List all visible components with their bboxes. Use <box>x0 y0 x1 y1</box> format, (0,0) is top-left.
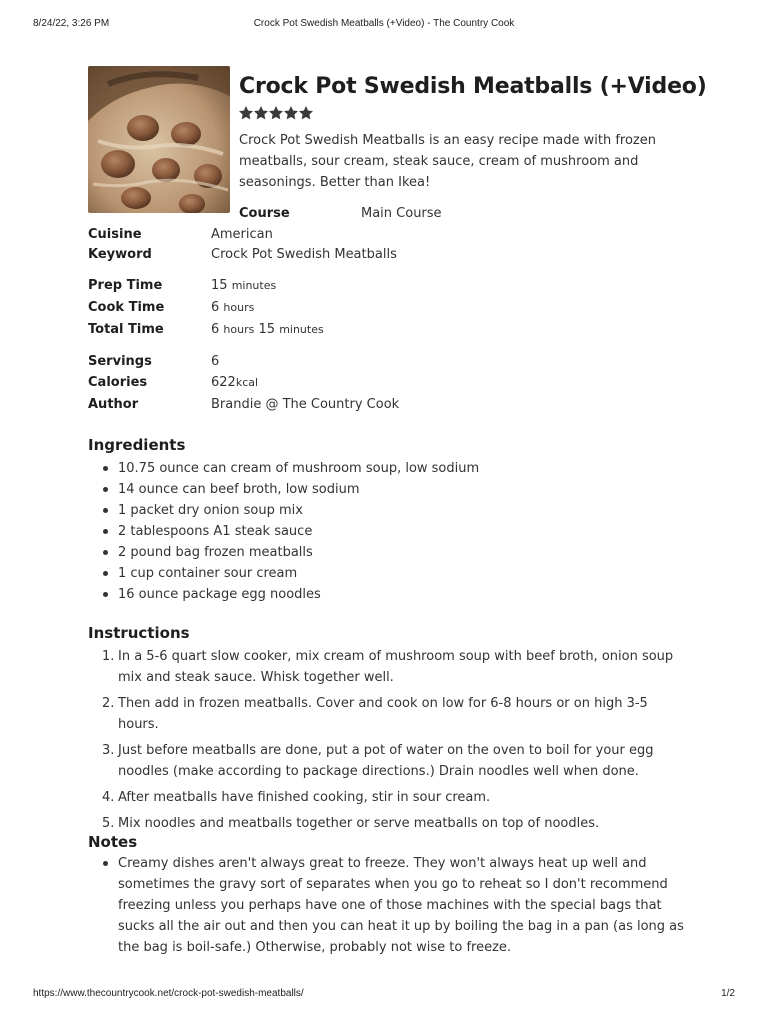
note-item: Creamy dishes aren't always great to freeze. They won't always heat up well and sometimes the gravy sort of separates when you go to reheat so I don't recommend freezing unless you perhaps have one of those machines with the special bags that sucks all the air out and then you can heat it up by boiling the bag in a pan (as long as the bag is boil-safe.) Otherwise, probably not wise to freeze. <box>88 853 688 958</box>
print-header <box>33 18 735 32</box>
total-time-hours-amount: 6 <box>211 322 220 337</box>
course-label: Course <box>239 206 290 221</box>
keyword-value: Crock Pot Swedish Meatballs <box>211 247 397 262</box>
star-icon <box>299 106 313 120</box>
recipe-title: Crock Pot Swedish Meatballs (+Video) <box>239 74 707 99</box>
ingredient-item: 1 cup container sour cream <box>88 563 688 584</box>
print-datetime: 8/24/22, 3:26 PM <box>33 18 110 29</box>
step-text: Just before meatballs are done, put a pot of water on the oven to boil for your egg noodles (make according to package directions.) Drain noodles well when done. <box>118 743 654 779</box>
step-number: 2. <box>102 696 115 711</box>
step-text: Mix noodles and meatballs together or serve meatballs on top of noodles. <box>118 816 600 831</box>
total-time-minutes-amount: 15 <box>258 322 276 337</box>
step-number: 3. <box>102 743 115 758</box>
cuisine-label: Cuisine <box>88 227 142 242</box>
total-time-label: Total Time <box>88 322 164 337</box>
instruction-step <box>88 646 678 688</box>
print-footer <box>33 988 735 1002</box>
step-text: After meatballs have finished cooking, stir in sour cream. <box>118 790 491 805</box>
cuisine-value: American <box>211 227 273 242</box>
step-text: In a 5-6 quart slow cooker, mix cream of mushroom soup with beef broth, onion soup mix and steak sauce. Whisk together well. <box>118 649 674 685</box>
ingredients-list <box>88 458 688 605</box>
calories-unit: kcal <box>235 376 259 389</box>
step-text: Then add in frozen meatballs. Cover and cook on low for 6-8 hours or on high 3-5 hours. <box>118 696 648 732</box>
step-number: 1. <box>102 649 115 664</box>
total-time-value <box>211 321 324 339</box>
ingredient-item: 2 tablespoons A1 steak sauce <box>88 521 688 542</box>
prep-time-amount: 15 <box>211 278 228 293</box>
prep-time-unit: minutes <box>231 279 277 292</box>
notes-list <box>88 853 688 958</box>
ingredients-heading: Ingredients <box>88 436 186 454</box>
total-time-hours-unit: hours <box>223 323 255 336</box>
star-icon <box>269 106 283 120</box>
notes-heading: Notes <box>88 833 138 851</box>
star-icon <box>254 106 268 120</box>
instruction-step <box>88 813 678 834</box>
calories-amount: 622 <box>211 375 236 390</box>
servings-label: Servings <box>88 354 152 369</box>
course-value: Main Course <box>361 206 442 221</box>
ingredient-item: 16 ounce package egg noodles <box>88 584 688 605</box>
servings-value: 6 <box>211 354 220 369</box>
calories-label: Calories <box>88 375 148 390</box>
meatballs-photo-icon <box>88 66 230 213</box>
instructions-list <box>88 646 678 839</box>
star-icon <box>239 106 253 120</box>
keyword-label: Keyword <box>88 247 152 262</box>
cook-time-unit: hours <box>223 301 255 314</box>
star-icon <box>284 106 298 120</box>
cook-time-amount: 6 <box>211 300 220 315</box>
recipe-summary: Crock Pot Swedish Meatballs is an easy recipe made with frozen meatballs, sour cream, steak sauce, cream of mushroom and seasonings. Better than Ikea! <box>239 133 656 190</box>
instruction-step <box>88 787 678 808</box>
calories-value <box>211 374 258 392</box>
print-url: https://www.thecountrycook.net/crock-pot-swedish-meatballs/ <box>33 988 304 999</box>
ingredient-item: 2 pound bag frozen meatballs <box>88 542 688 563</box>
cook-time-value <box>211 299 254 317</box>
print-page-number: 1/2 <box>721 988 735 999</box>
ingredient-item: 10.75 ounce can cream of mushroom soup, low sodium <box>88 458 688 479</box>
print-page-title: Crock Pot Swedish Meatballs (+Video) - The Country Cook <box>253 18 515 29</box>
author-value: Brandie @ The Country Cook <box>211 397 400 412</box>
rating-stars <box>239 106 313 120</box>
step-number: 5. <box>102 816 115 831</box>
instructions-heading: Instructions <box>88 624 190 642</box>
author-label: Author <box>88 397 139 412</box>
ingredient-item: 14 ounce can beef broth, low sodium <box>88 479 688 500</box>
prep-time-value <box>211 277 276 295</box>
instruction-step <box>88 693 678 735</box>
total-time-minutes-unit: minutes <box>279 323 324 336</box>
step-number: 4. <box>102 790 115 805</box>
cook-time-label: Cook Time <box>88 300 165 315</box>
instruction-step <box>88 740 678 782</box>
recipe-photo <box>88 66 230 213</box>
prep-time-label: Prep Time <box>88 278 163 293</box>
ingredient-item: 1 packet dry onion soup mix <box>88 500 688 521</box>
